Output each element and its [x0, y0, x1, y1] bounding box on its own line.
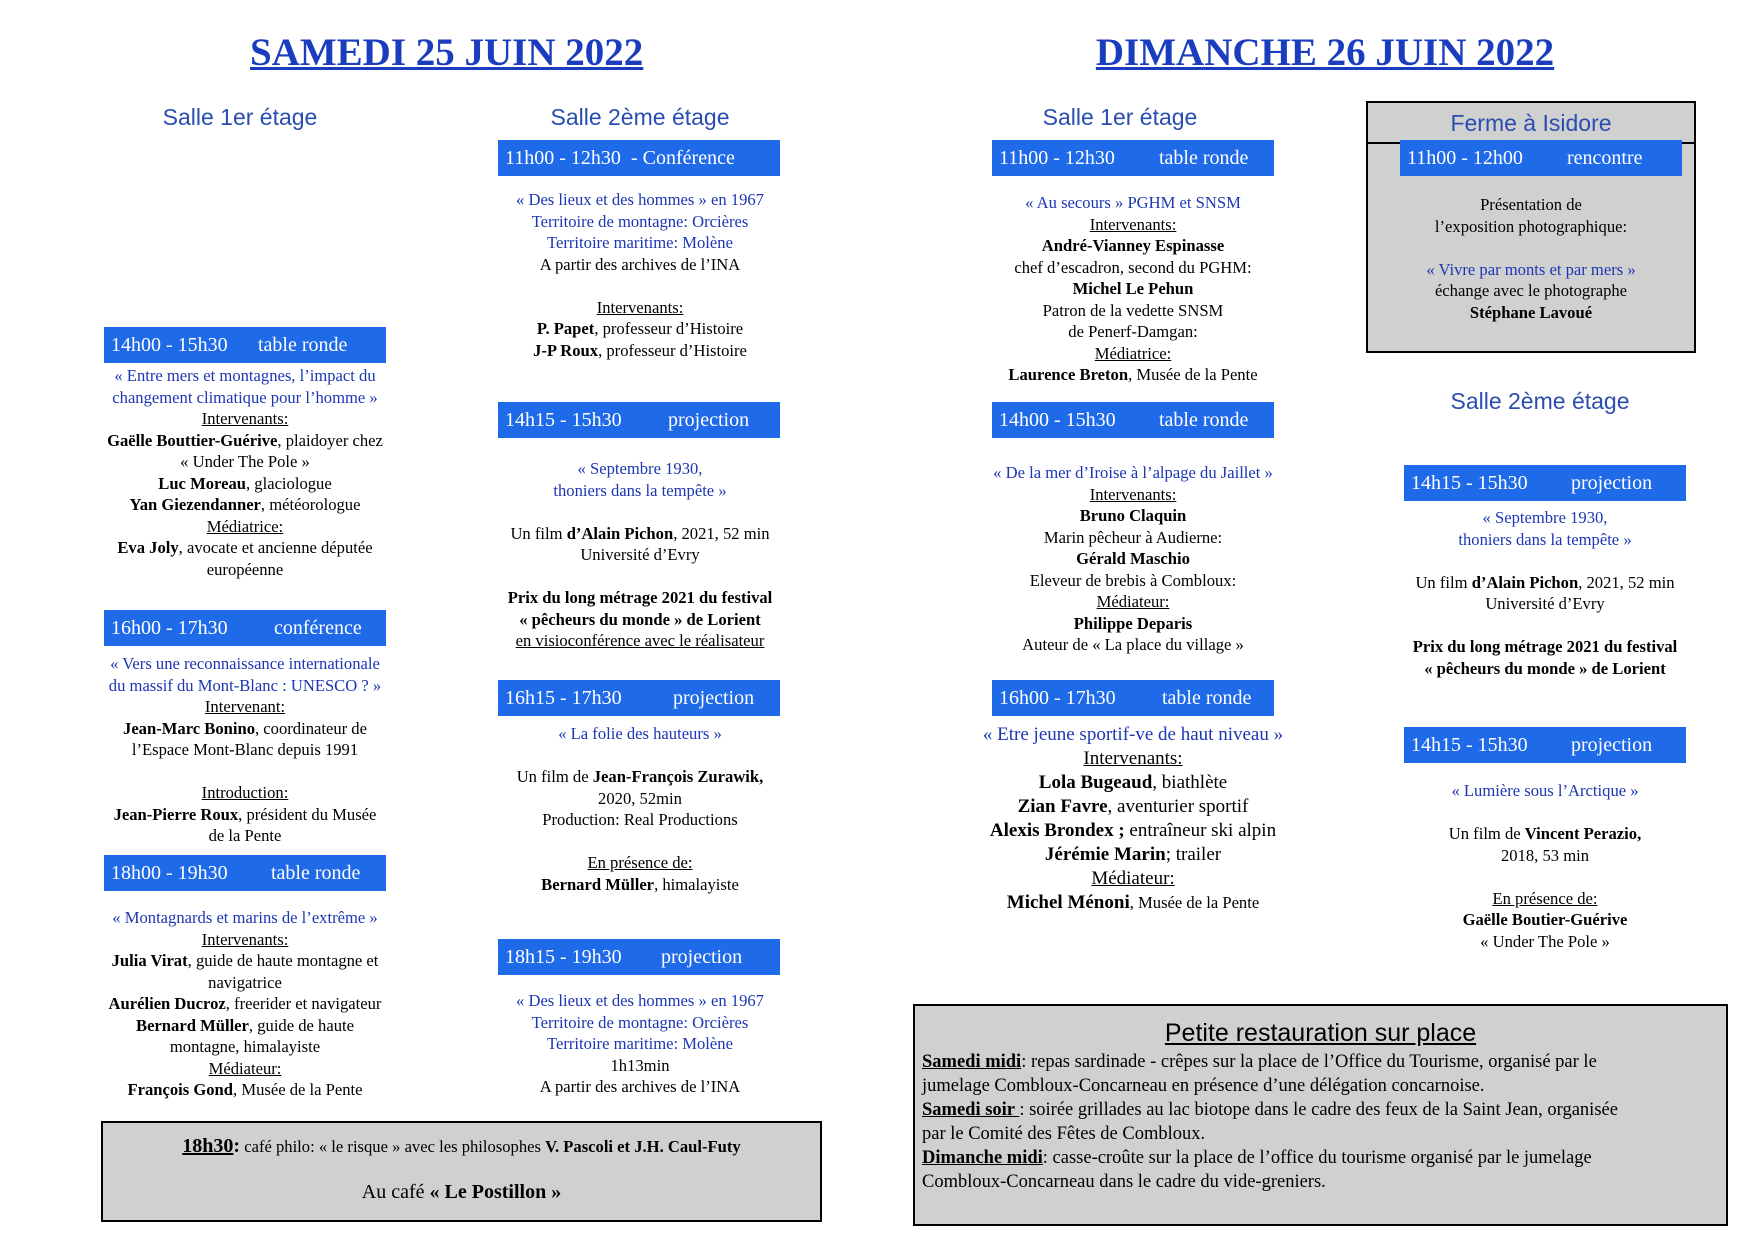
sunday-title: DIMANCHE 26 JUIN 2022 — [1095, 31, 1555, 74]
food-box — [913, 1004, 1728, 1226]
farm-title: Ferme à Isidore — [1450, 110, 1612, 136]
sat-h1-e2-time-bar: 16h00 - 17h30 conférence — [104, 610, 386, 646]
sun-h1-e1-details: « Au secours » PGHM et SNSM Intervenants: André-Vianney Espinasse chef d’escadron, second du PGHM: Michel Le Pehun Patron de la vedette SNSM de Penerf-Damgan: Médiatrice: Laurence Breton, Musée de la Pente — [1008, 193, 1258, 384]
food-title: Petite restauration sur place — [1164, 1019, 1477, 1047]
farm-details: Présentation de l’exposition photographique: « Vivre par monts et par mers » échange avec le photographe Stéphane Lavoué — [1426, 195, 1636, 322]
sat-h1-e2-details: « Vers une reconnaissance internationale du massif du Mont-Blanc : UNESCO ? » Intervenant: Jean-Marc Bonino, coordinateur de l’Espace Mont-Blanc depuis 1991 Introduction: Jean-Pierre Roux, président du Musée de la Pente — [108, 654, 382, 845]
sat-h2-e3-time-bar: 16h15 - 17h30 projection — [498, 680, 780, 716]
sat-h2-e1-time-bar: 11h00 - 12h30 - Conférence — [498, 140, 780, 176]
sat-h2-e2-time-bar: 14h15 - 15h30 projection — [498, 402, 780, 438]
cafe-philo-box — [101, 1121, 822, 1222]
saturday-hall-1-label: Salle 1er étage — [162, 104, 318, 130]
sun-h2-e1-time-bar: 14h15 - 15h30 projection — [1404, 465, 1686, 501]
sat-h1-e3-details: « Montagnards et marins de l’extrême » Intervenants: Julia Virat, guide de haute montagne et navigatrice Aurélien Ducroz, freerider et navigateur Bernard Müller, guide de haute montagne, himalayiste Médiateur: François Gond, Musée de la Pente — [108, 908, 382, 1099]
sun-h2-e2-time-bar: 14h15 - 15h30 projection — [1404, 727, 1686, 763]
cafe-philo-place: Au café « Le Postillon » — [361, 1181, 562, 1203]
sun-h2-e2-details: « Lumière sous l’Arctique » Un film de Vincent Perazio, 2018, 53 min En présence de: Gaëlle Boutier-Guérive « Under The Pole » — [1448, 781, 1642, 951]
farm-time-bar: 11h00 - 12h00 rencontre — [1400, 140, 1682, 176]
sat-h1-e1-details: « Entre mers et montagnes, l’impact du changement climatique pour l’homme » Intervenants: Gaëlle Bouttier-Guérive, plaidoyer chez « Under The Pole » Luc Moreau, glaciologue Yan Giezendanner, météorologue Médiatrice: Eva Joly, avocate et ancienne députée européenne — [107, 366, 383, 579]
sunday-hall-1-label: Salle 1er étage — [1042, 104, 1198, 130]
sun-h1-e2-details: « De la mer d’Iroise à l’alpage du Jaillet » Intervenants: Bruno Claquin Marin pêcheur à Audierne: Gérald Maschio Eleveur de brebis à Combloux: Médiateur: Philippe Deparis Auteur de « La place du village » — [993, 463, 1273, 654]
sat-h1-e3-time-bar: 18h00 - 19h30 table ronde — [104, 855, 386, 891]
saturday-hall-2-label: Salle 2ème étage — [550, 104, 730, 130]
cafe-philo-line: 18h30: café philo: « le risque » avec les philosophes V. Pascoli et J.H. Caul-Futy — [182, 1135, 741, 1157]
saturday-title: SAMEDI 25 JUIN 2022 — [250, 31, 644, 74]
food-text: Samedi midi: repas sardinade - crêpes sur la place de l’Office du Tourisme, organisé par le jumelage Combloux-Concarneau en présence d’une délégation concarnoise. Samedi soir : soirée grillades au lac biotope dans le cadre des feux de la Saint Jean, organisée par le Comité des Fêtes de Combloux. Dimanche midi: casse-croûte sur la place de l’office du tourisme organisé par le jumelage Combloux-Concarneau dans le cadre du vide-greniers. — [922, 1052, 1618, 1192]
sun-h1-e3-details: « Etre jeune sportif-ve de haut niveau » Intervenants: Lola Bugeaud, biathlète Zian Favre, aventurier sportif Alexis Brondex ; entraîneur ski alpin Jérémie Marin; trailer Médiateur: Michel Ménoni, Musée de la Pente — [982, 724, 1284, 913]
sun-h2-e1-details: « Septembre 1930, thoniers dans la tempête » Un film d’Alain Pichon, 2021, 52 min Université d’Evry Prix du long métrage 2021 du festival « pêcheurs du monde » de Lorient — [1412, 508, 1678, 678]
sat-h2-e1-details: « Des lieux et des hommes » en 1967 Territoire de montagne: Orcières Territoire maritime: Molène A partir des archives de l’INA Intervenants: P. Papet, professeur d’Histoire J-P Roux, professeur d’Histoire — [516, 190, 764, 360]
sat-h2-e4-details: « Des lieux et des hommes » en 1967 Territoire de montagne: Orcières Territoire maritime: Molène 1h13min A partir des archives de l’INA — [516, 991, 764, 1096]
sunday-hall-2-label: Salle 2ème étage — [1450, 388, 1630, 414]
sat-h2-e4-time-bar: 18h15 - 19h30 projection — [498, 939, 780, 975]
sat-h2-e2-details: « Septembre 1930, thoniers dans la tempête » Un film d’Alain Pichon, 2021, 52 min Université d’Evry Prix du long métrage 2021 du festival « pêcheurs du monde » de Lorient en visioconférence avec le réalisateur — [507, 459, 773, 650]
sun-h1-e3-time-bar: 16h00 - 17h30 table ronde — [992, 680, 1274, 716]
sat-h1-e1-time-bar: 14h00 - 15h30 table ronde — [104, 327, 386, 363]
sat-h2-e3-details: « La folie des hauteurs » Un film de Jean-François Zurawik, 2020, 52min Production: Real Productions En présence de: Bernard Müller, himalayiste — [516, 724, 764, 894]
sun-h1-e1-time-bar: 11h00 - 12h30 table ronde — [992, 140, 1274, 176]
sun-h1-e2-time-bar: 14h00 - 15h30 table ronde — [992, 402, 1274, 438]
